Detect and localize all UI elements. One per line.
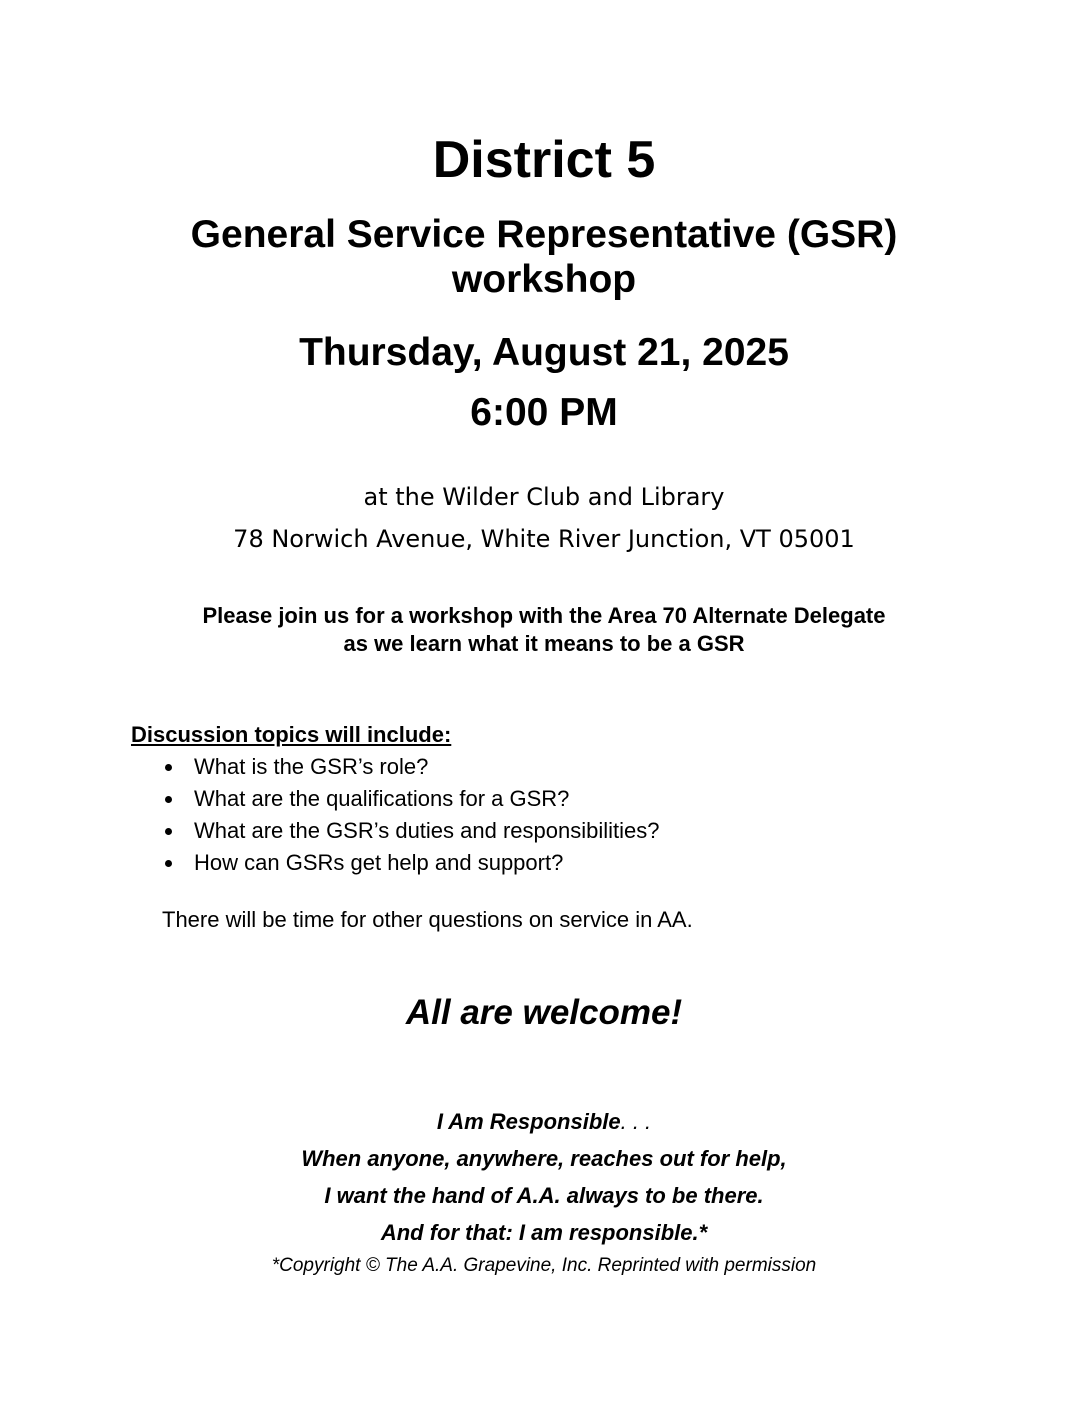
event-venue: at the Wilder Club and Library <box>363 483 725 511</box>
invitation-line-1: Please join us for a workshop with the Area 70 Alternate Delegate <box>202 603 886 628</box>
subtitle-line-1: General Service Representative (GSR) <box>190 213 898 256</box>
list-item <box>160 783 660 815</box>
list-item <box>160 847 660 879</box>
responsibility-pledge <box>0 1103 1088 1251</box>
pledge-title: I Am Responsible <box>436 1109 621 1134</box>
topic-text: What are the GSR’s duties and responsibilities? <box>194 818 660 843</box>
invitation-line-2: as we learn what it means to be a GSR <box>343 631 745 656</box>
bullet-icon <box>165 860 172 867</box>
event-date: Thursday, August 21, 2025 <box>299 331 789 374</box>
topics-list <box>160 751 660 879</box>
event-address: 78 Norwich Avenue, White River Junction, VT 05001 <box>233 525 855 553</box>
event-subtitle <box>0 212 1088 302</box>
bullet-icon <box>165 764 172 771</box>
topic-text: What is the GSR’s role? <box>194 754 429 779</box>
event-time: 6:00 PM <box>470 391 618 434</box>
list-item <box>160 815 660 847</box>
pledge-line-3: I want the hand of A.A. always to be there. <box>324 1183 764 1208</box>
invitation-text <box>0 602 1088 658</box>
pledge-line-4: And for that: I am responsible.* <box>380 1220 708 1245</box>
subtitle-line-2: workshop <box>451 258 637 301</box>
page-title: District 5 <box>432 131 656 189</box>
list-item <box>160 751 660 783</box>
pledge-line-2: When anyone, anywhere, reaches out for help, <box>301 1146 787 1171</box>
copyright-notice: *Copyright © The A.A. Grapevine, Inc. Reprinted with permission <box>271 1255 817 1276</box>
welcome-message: All are welcome! <box>405 993 683 1032</box>
topic-text: What are the qualifications for a GSR? <box>194 786 570 811</box>
pledge-line-1 <box>0 1103 1088 1140</box>
pledge-ellipsis: . . . <box>620 1109 652 1134</box>
topics-heading: Discussion topics will include: <box>131 722 452 747</box>
bullet-icon <box>165 828 172 835</box>
topic-text: How can GSRs get help and support? <box>194 850 564 875</box>
other-questions-note: There will be time for other questions on service in AA. <box>162 907 693 932</box>
bullet-icon <box>165 796 172 803</box>
